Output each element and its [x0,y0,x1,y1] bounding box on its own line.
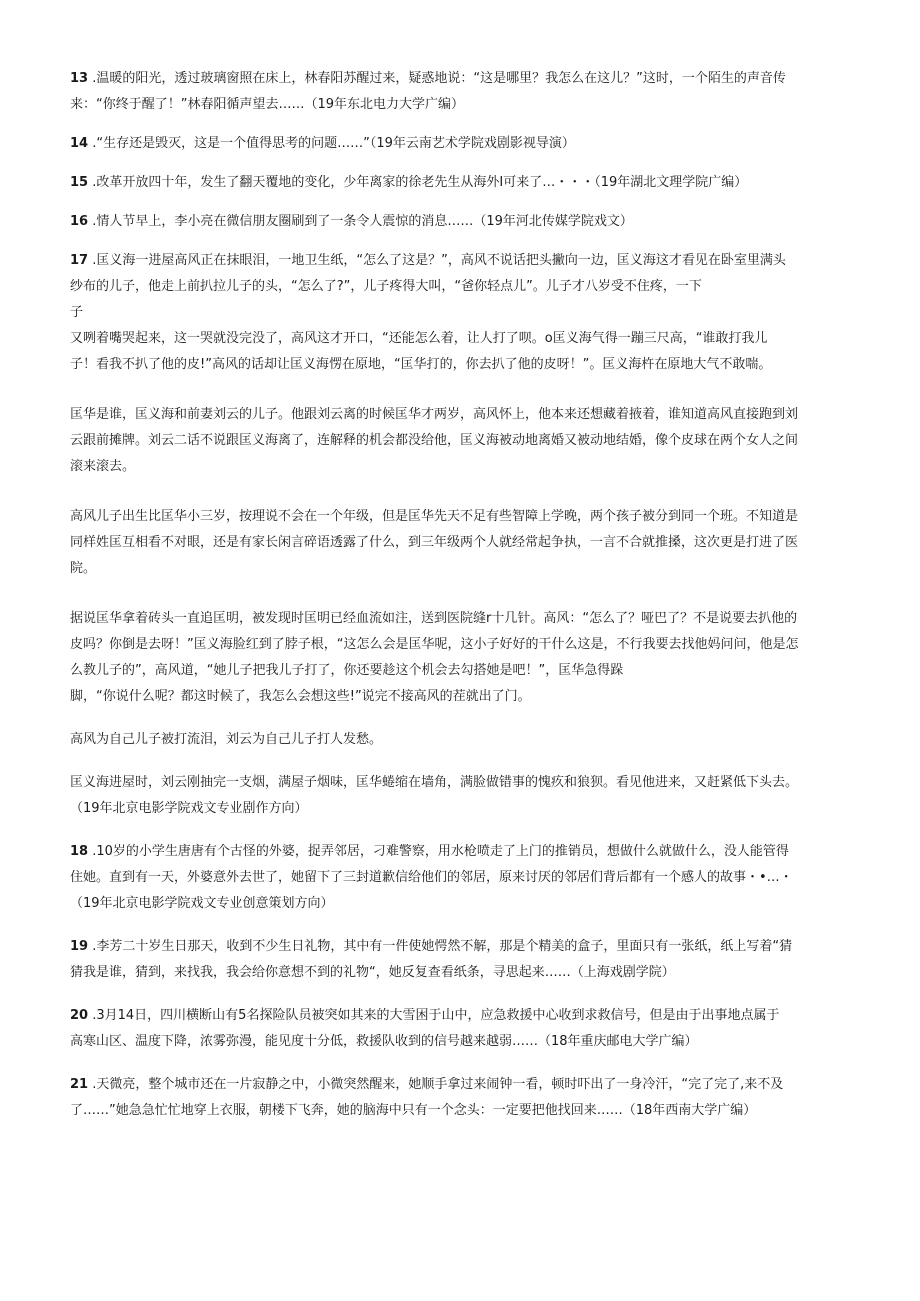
text-line: 住她。直到有一天，外婆意外去世了，她留下了三封道歉信给他们的邻居，原来讨厌的邻居们背后都有一个感人的故事・•…・ [70,870,793,885]
text-line: 皮吗？你倒是去呀！”匡义海脸红到了脖子根，“这怎么会是匡华呢，这小子好好的干什么这是，不行我要去找他妈问问，他是怎 [70,637,799,652]
text-line: 滚来滚去。 [70,459,136,474]
text-line: 匡华是谁，匡义海和前妻刘云的儿子。他跟刘云离的时候匡华才两岁，高风怀上，他本来还想藏着掖着，谁知道高风直接跑到刘 [70,407,799,422]
text-line: （19年北京电影学院戏文专业创意策划方向） [70,896,334,911]
text-line: 院。 [70,561,97,576]
text-line: 猜我是谁，猜到，来找我，我会给你意想不到的礼物“，她反复查看纸条，寻思起来……（上海戏剧学院） [70,965,675,980]
question-13 [70,66,858,118]
text-line: 子！看我不扒了他的皮!”高风的话却让匡义海愣在原地，“匡华打的，你去扒了他的皮呀！”。匡义海杵在原地大气不敢喘。 [70,357,772,372]
text-line: 同样姓匡互相看不对眼，还是有家长闲言碎语透露了什么，到三年级两个人就经常起争执，一言不合就推搡，这次更是打进了医 [70,535,799,550]
question-20 [70,1003,858,1055]
text-line: 纱布的儿子，他走上前扒拉儿子的头，“怎么了?”，儿子疼得大叫，“爸你轻点儿”。儿子才八岁受不住疼，一下 [70,279,702,294]
text-line: 高风儿子出生比匡华小三岁，按理说不会在一个年级，但是匡华先天不足有些智障上学晚，两个孩子被分到同一个班。不知道是 [70,509,799,524]
text-line: 14 .“生存还是毁灭，这是一个值得思考的问题……”（19年云南艺术学院戏剧影视导演） [70,136,575,151]
text-line: 15 .改革开放四十年，发生了翻天覆地的变化，少年离家的徐老先生从海外Ⅰ可来了…・・・（19年湖北文理学院广编） [70,175,748,190]
text-line: 高寒山区、温度下降，浓雾弥漫，能见度十分低，救援队收到的信号越来越弱……（18年重庆邮电大学广编） [70,1034,698,1049]
text-line: 子 [70,305,84,320]
question-17 [70,248,858,378]
paragraph [70,770,858,822]
text-line: 16 .情人节早上，李小亮在微信朋友圈刷到了一条令人震惊的消息……（19年河北传媒学院戏文） [70,214,633,229]
text-line: 19 .李芳二十岁生日那天，收到不少生日礼物，其中有一件使她愕然不解，那是个精美的盒子，里面只有一张纸，纸上写着“猜 [70,939,793,954]
text-line: 高风为自己儿子被打流泪，刘云为自己儿子打人发愁。 [70,732,383,747]
question-21 [70,1072,858,1124]
question-15 [70,170,858,196]
question-19 [70,934,858,986]
text-line: 了……”她急急忙忙地穿上衣服，朝楼下飞奔，她的脑海中只有一个念头：一定要把他找回来……（18年西南大学广编） [70,1103,757,1118]
text-line: 云跟前摊牌。刘云二话不说跟匡义海离了，连解释的机会都没给他，匡义海被动地离婚又被动地结婚，像个皮球在两个女人之间 [70,433,799,448]
paragraph [70,606,858,710]
paragraph [70,727,858,753]
paragraph [70,402,858,480]
text-line: 据说匡华拿着砖头一直追匡明，被发现时匡明已经血流如注，送到医院缝r十几针。高风：“怎么了？哑巴了？不是说要去扒他的 [70,611,798,626]
text-line: 脚，“你说什么呢？都这时候了，我怎么会想这些!”说完不接高风的茬就出了门。 [70,689,531,704]
question-18 [70,839,858,917]
text-line: 13 .温暖的阳光，透过玻璃窗照在床上，林春阳苏醒过来，疑惑地说：“这是哪里？我怎么在这儿？”这时，一个陌生的声音传 [70,71,786,86]
text-line: 18 .10岁的小学生唐唐有个古怪的外婆，捉弄邻居，刁难警察，用水枪喷走了上门的推销员，想做什么就做什么，没人能管得 [70,844,789,859]
text-line: 么教儿子的”，高风道，“她儿子把我儿子打了，你还要趁这个机会去勾搭她是吧！”，匡华急得跺 [70,663,624,678]
text-line: 17 .匡义海一进屋高风正在抹眼泪，一地卫生纸，“怎么了这是？”，高风不说话把头撇向一边，匡义海这才看见在卧室里满头 [70,253,786,268]
question-14 [70,131,858,157]
text-line: 匡义海进屋时，刘云刚抽完一支烟，满屋子烟味，匡华蜷缩在墙角，满脸做错事的愧疚和狼狈。看见他进来，又赶紧低下头去。 [70,775,799,790]
question-16 [70,209,858,235]
text-line: 20 .3月14日，四川横断山有5名探险队员被突如其来的大雪困于山中，应急救援中心收到求救信号，但是由于出事地点属于 [70,1008,780,1023]
text-line: 来：“你终于醒了！”林春阳循声望去……（19年东北电力大学广编） [70,97,465,112]
text-line: 又咧着嘴哭起来，这一哭就没完没了，高风这才开口，“还能怎么着，让人打了呗。o匡义海气得一蹦三尺高，“谁敢打我儿 [70,331,768,346]
text-line: 21 .天微亮，整个城市还在一片寂静之中，小微突然醒来，她顺手拿过来闹钟一看，顿时吓出了一身冷汗，“完了完了,来不及 [70,1077,784,1092]
paragraph [70,504,858,582]
text-line: （19年北京电影学院戏文专业剧作方向） [70,801,308,816]
